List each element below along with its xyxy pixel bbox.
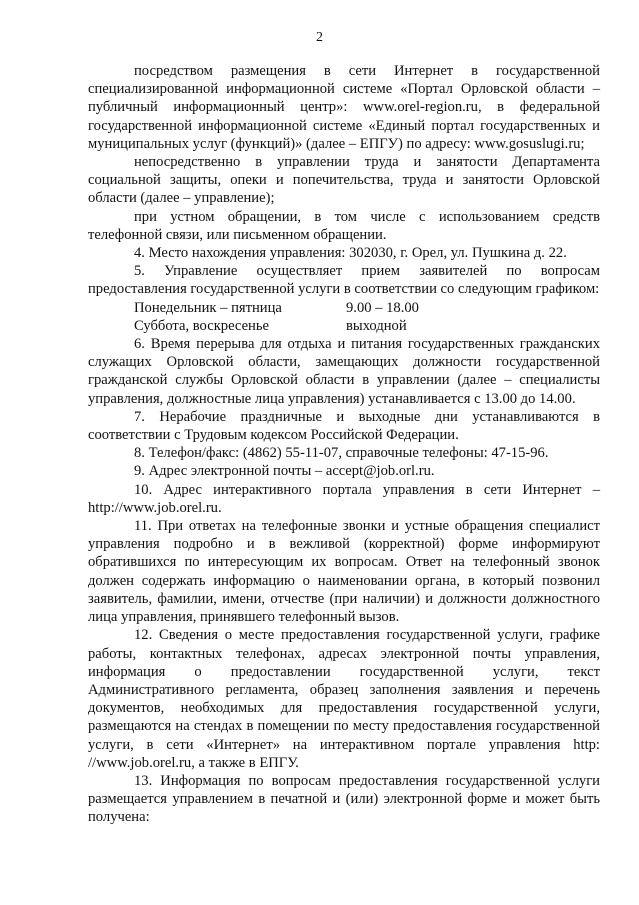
paragraph: 13. Информация по вопросам предоставления государственной услуги размещается управлением в печатной и (или) электронной форме и может быть получена: bbox=[88, 772, 600, 826]
schedule-hours: выходной bbox=[346, 317, 407, 334]
paragraph: 11. При ответах на телефонные звонки и устные обращения специалист управления подробно и в вежливой (корректной) форме информируют обратившихся по интересующим их вопросам. Ответ на телефонный звонок должен содержать информацию о наименовании органа, в который позвонил заявитель, фамилии, имени, отчестве (при наличии) и должности должностного лица управления, принявшего телефонный вызов. bbox=[88, 518, 600, 626]
paragraph: посредством размещения в сети Интернет в государственной специализированной информационной системе «Портал Орловской области – публичный информационный центр»: www.orel-region.ru, в федеральной государственной информационной системе «Единый портал государственных и муниципальных услуг (функций)» (далее – ЕПГУ) по адресу: www.gosuslugi.ru; bbox=[88, 63, 600, 152]
paragraph: 6. Время перерыва для отдыха и питания государственных гражданских служащих Орловской области, замещающих должности государственной гражданской службы Орловской области в управлении (далее – специалисты управления, должностные лица управления) устанавливается с 13.00 до 14.00. bbox=[88, 336, 600, 407]
schedule-row bbox=[134, 299, 600, 317]
paragraph: 12. Сведения о месте предоставления государственной услуги, графике работы, контактных телефонах, адресах электронной почты управления, информация о предоставлении государственной услуги, текст Административного регламента, образец заполнения заявления и перечень документов, необходимых для предоставления государственной услуги, размещаются на стендах в помещении по месту предоставления государственной услуги, в сети «Интернет» на интерактивном портале управления http: //www.job.orel.ru, а также в ЕПГУ. bbox=[88, 627, 600, 771]
paragraph: 9. Адрес электронной почты – accept@job.orl.ru. bbox=[134, 463, 435, 480]
paragraph: при устном обращении, в том числе с использованием средств телефонной связи, или письменном обращении. bbox=[88, 208, 600, 243]
paragraph: 5. Управление осуществляет прием заявителей по вопросам предоставления государственной услуги в соответствии со следующим графиком: bbox=[88, 263, 600, 298]
schedule-days: Понедельник – пятница bbox=[134, 299, 282, 316]
schedule-hours: 9.00 – 18.00 bbox=[346, 299, 419, 316]
schedule-days: Суббота, воскресенье bbox=[134, 317, 269, 334]
paragraph: 8. Телефон/факс: (4862) 55-11-07, справочные телефоны: 47-15-96. bbox=[134, 445, 549, 462]
schedule-table bbox=[88, 299, 600, 335]
paragraph: 7. Нерабочие праздничные и выходные дни устанавливаются в соответствии с Трудовым кодексом Российской Федерации. bbox=[88, 408, 600, 444]
paragraph: 4. Место нахождения управления: 302030, г. Орел, ул. Пушкина д. 22. bbox=[134, 245, 567, 262]
paragraph: непосредственно в управлении труда и занятости Департамента социальной защиты, опеки и попечительства, труда и занятости Орловской области (далее – управление); bbox=[88, 154, 600, 207]
document-body bbox=[88, 62, 600, 827]
schedule-row bbox=[134, 317, 600, 335]
paragraph: 10. Адрес интерактивного портала управления в сети Интернет – http://www.job.orel.ru. bbox=[88, 481, 600, 516]
page-number: 2 bbox=[316, 30, 323, 45]
